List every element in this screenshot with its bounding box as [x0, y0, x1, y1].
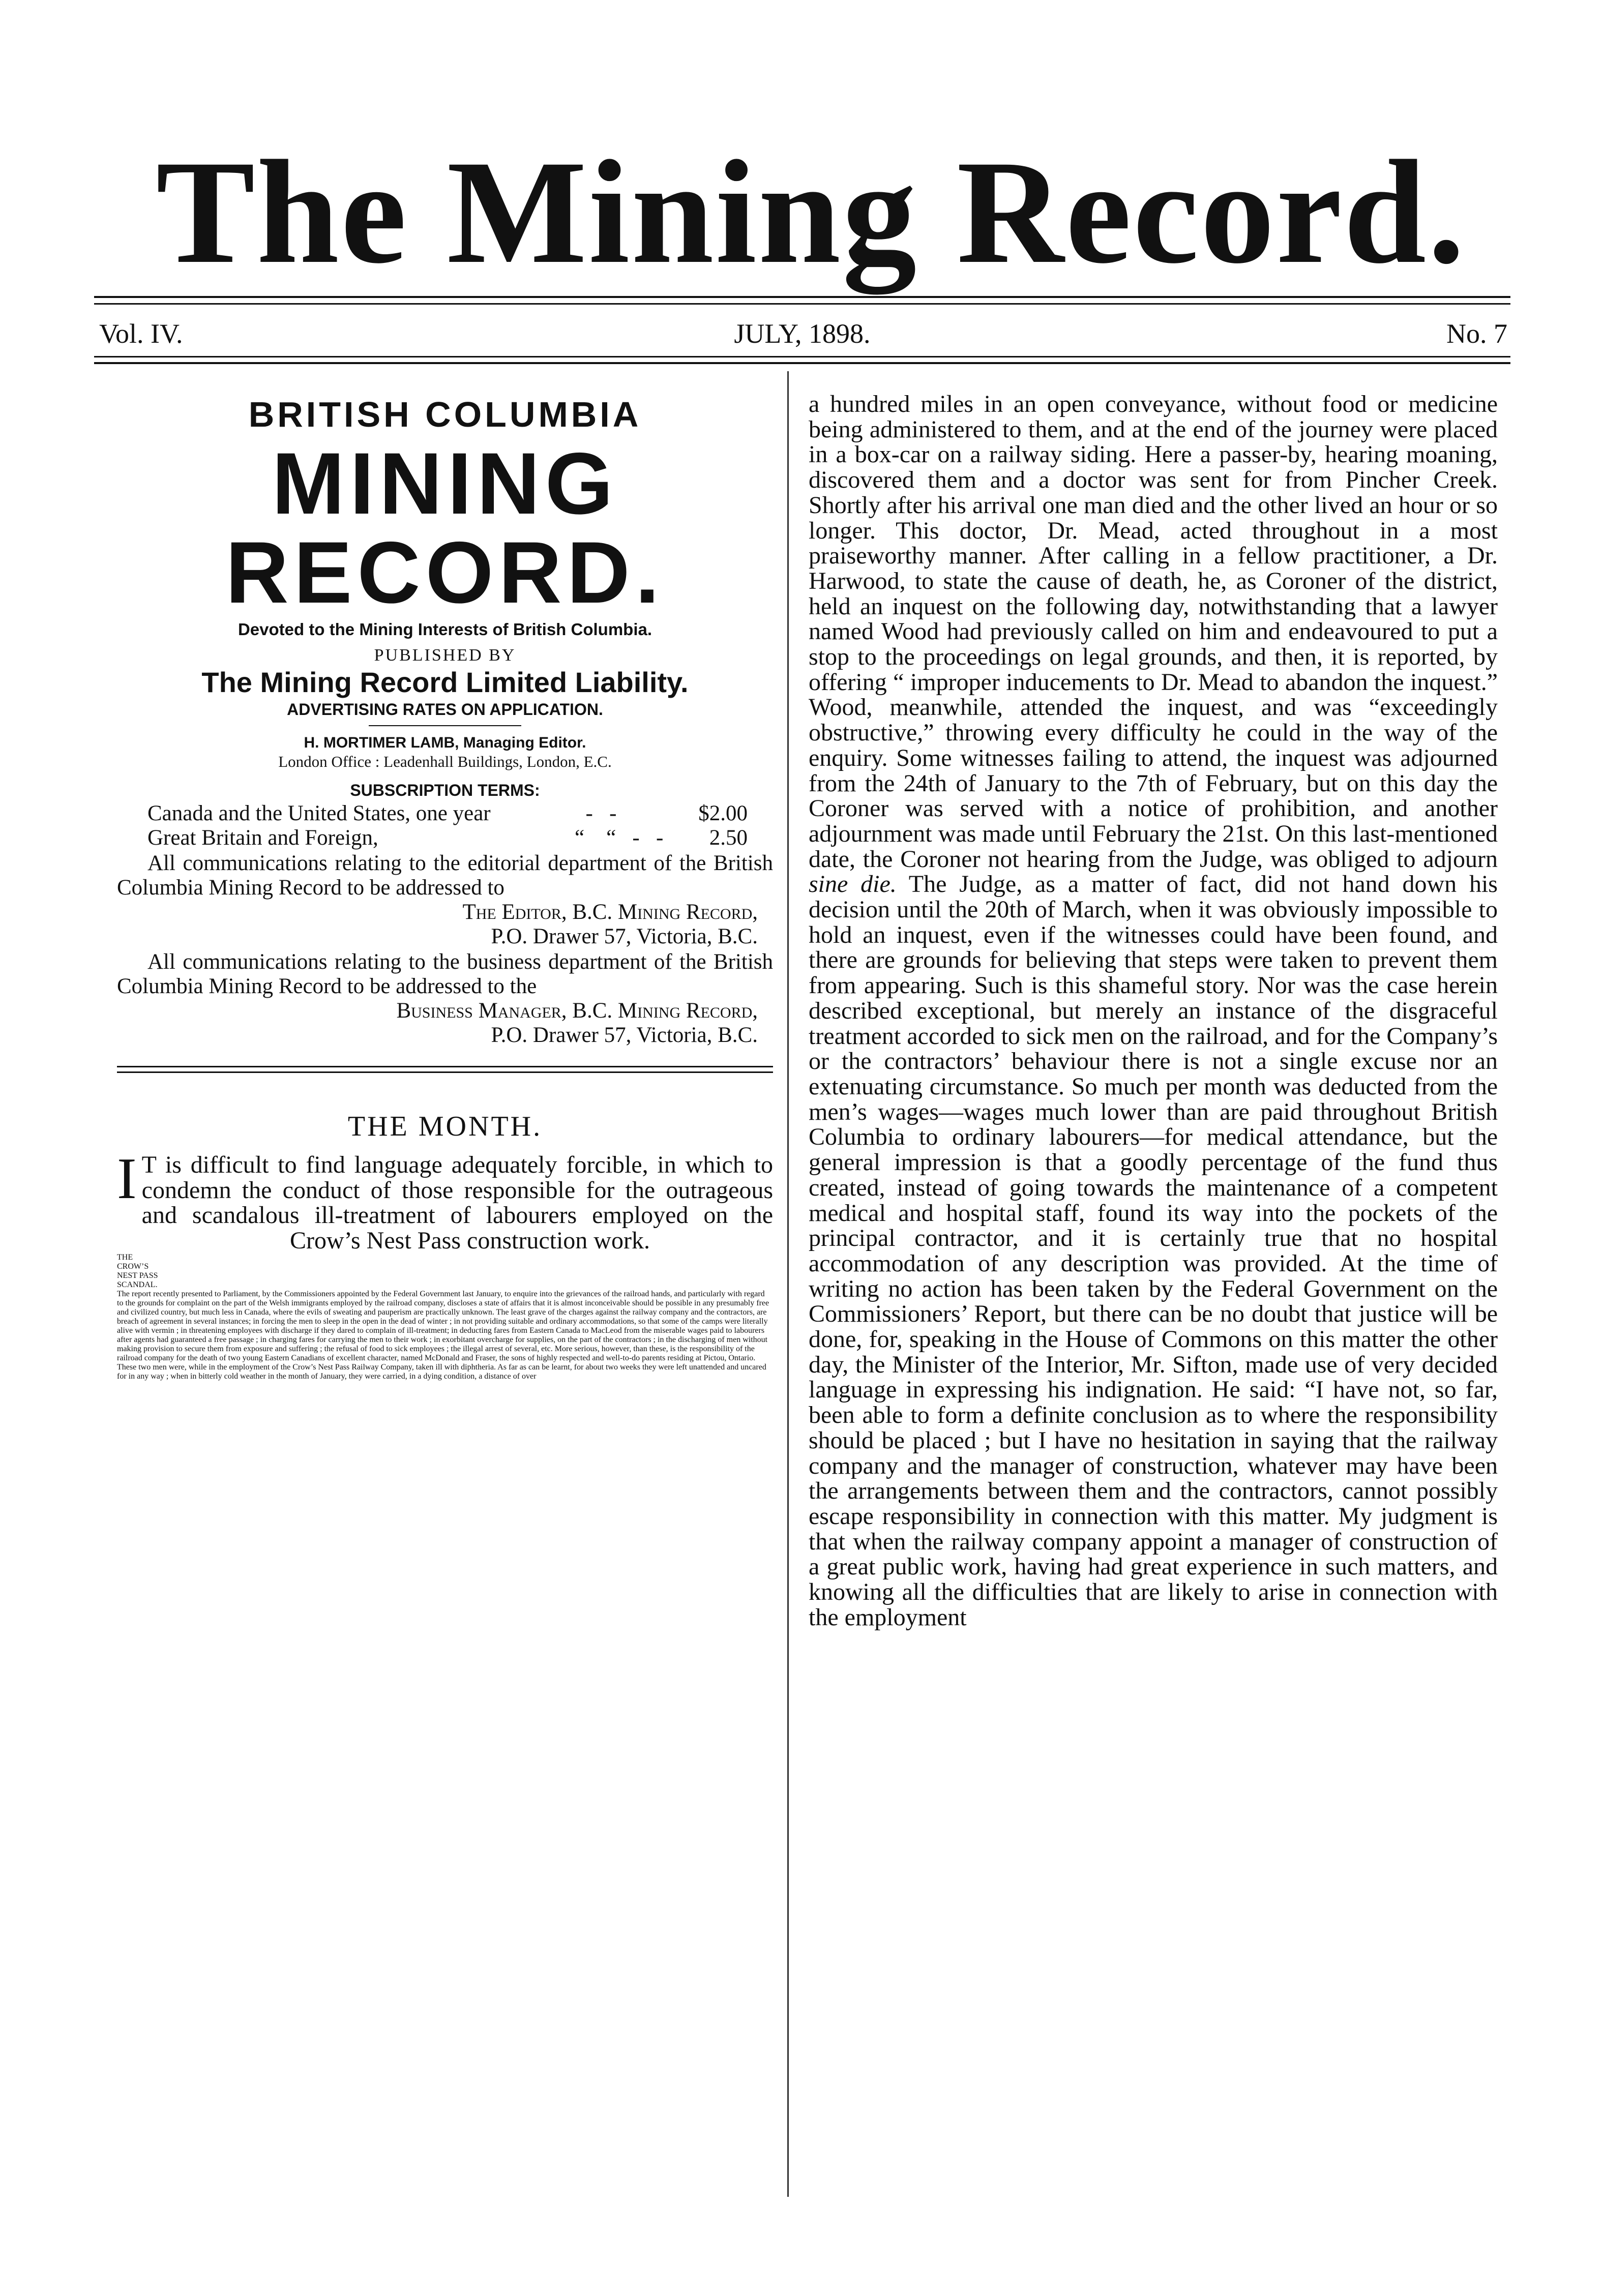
right-column	[809, 392, 1498, 1630]
margin-note-line: CROW’S	[117, 1262, 149, 1271]
subscription-row	[117, 801, 773, 826]
issue-rule-inner	[94, 356, 1510, 357]
business-contact-note: All communications relating to the business department of the British Columbia Mining Record to be addressed to the	[117, 950, 773, 998]
column-divider	[787, 371, 789, 2197]
masthead-rule-top	[94, 296, 1510, 298]
section-rule	[117, 1066, 773, 1067]
issue-volume: Vol. IV.	[99, 318, 183, 349]
article-body-left	[117, 1146, 773, 1254]
section-heading: THE MONTH.	[347, 1111, 543, 1142]
article-continuation: The report recently presented to Parliament, by the Commissioners appointed by the Federal Government last January, to enquire into the grievances of the railroad hands, and particularly with regard to the grounds for complaint on the part of the Welsh immigrants employed by the railroad company, discloses a state of affairs that it is almost inconceivable should be possible in any presumably free and civilized country, but much less in Canada, where the evils of sweating and pauperism are practically unknown. The least grave of the charges against the railway company and the contractors, are breach of agreement in several instances; in forcing the men to sleep in the open in the dead of winter ; in not providing suitable and ordinary accommodations, so that some of the camps were literally alive with vermin ; in threatening employees with discharge if they dared to complain of ill-treatment; in deducting fares from Eastern Canada to MacLeod from the miserable wages paid to labourers after agents had guaranteed a free passage ; in charging fares for carrying the men to their work ; in exorbitant overcharge for supplies, on the part of the contractors ; in the discharging of men without making provision to secure them from exposure and suffering ; the refusal of food to sick employees ; the illegal arrest of several, etc. More serious, however, than these, is the responsibility of the railroad company for the death of two young Eastern Canadians of excellent character, named McDonald and Fraser, the sons of highly respected and well-to-do parents residing at Pictou, Ontario. These two men were, while in the employment of the Crow’s Nest Pass Railway Company, taken ill with diphtheria. As far as can be learnt, for about two weeks they were left unattended and uncared for in any way ; when in bitterly cold weather in the month of January, they were carried, in a dying condition, a distance of over	[117, 1290, 769, 1381]
publication-box	[117, 392, 773, 801]
left-column	[117, 392, 773, 1389]
article-italic-phrase: sine die.	[809, 871, 897, 898]
short-divider	[369, 725, 521, 726]
publication-title: MINING RECORD.	[225, 435, 665, 621]
subscription-leader: - -	[575, 801, 628, 825]
issue-rule-bottom	[94, 362, 1510, 364]
article-text: a hundred miles in an open conveyance, without food or medicine being administered to them, and at the end of the journey were placed in a box-car on a railway siding. Here a passer-by, hearing moaning, discovered them and a doctor was sent for from Pincher Creek. Shortly after his arrival one man died and the other lived an hour or so longer. This doctor, Dr. Mead, acted throughout in a most praiseworthy manner. After calling in a fellow practitioner, a Dr. Harwood, to state the cause of death, he, as Coroner of the district, held an inquest on the following day, notwithstanding that a lawyer named Wood had previously called on him and endeavoured to put a stop to the proceedings on legal grounds, and then, it is reported, by offering “ improper inducements to Dr. Mead to abandon the inquest.” Wood, meanwhile, attended the inquest, and was “exceedingly obstructive,” throwing every difficulty he could in the way of the enquiry. Some witnesses failing to attend, the inquest was adjourned from the 24th of January to the 7th of February, but on this day the Coroner was served with a notice of prohibition, and another adjournment was made until February the 21st. On this last-mentioned date, the Coroner not hearing from the Judge, was obliged to adjourn	[809, 391, 1498, 873]
editor-credit: H. MORTIMER LAMB, Managing Editor.	[304, 734, 586, 751]
subscription-heading: SUBSCRIPTION TERMS:	[350, 781, 540, 799]
publication-motto: Devoted to the Mining Interests of British Columbia.	[238, 620, 652, 639]
subscription-row	[117, 826, 773, 850]
business-contact-address: Business Manager, B.C. Mining Record,	[396, 999, 758, 1023]
published-by-label: PUBLISHED BY	[374, 646, 516, 665]
masthead-title: The Mining Record.	[156, 130, 1467, 294]
subscription-price: 2.50	[709, 826, 748, 850]
article-body-right	[809, 392, 1498, 1630]
issue-number: No. 7	[1446, 318, 1507, 349]
editorial-contact-note: All communications relating to the editorial department of the British Columbia Mining Record to be addressed to	[117, 851, 773, 900]
editorial-contact-address: The Editor, B.C. Mining Record,	[462, 900, 758, 924]
margin-note-line: NEST PASS	[117, 1271, 158, 1280]
issue-line	[94, 315, 1510, 352]
masthead-rule-top-inner	[94, 303, 1510, 305]
masthead	[94, 130, 1528, 294]
subscription-price: $2.00	[698, 801, 748, 825]
publisher-name: The Mining Record Limited Liability.	[201, 666, 689, 698]
publication-pre-title: BRITISH COLUMBIA	[248, 395, 642, 434]
advertising-note: ADVERTISING RATES ON APPLICATION.	[287, 700, 603, 719]
article-opening: T is difficult to find language adequately forcible, in which to condemn the conduct of those responsible for the outrageous and scandalous ill-treatment of labourers employed on the Crow’s Nest Pass construction work.	[141, 1151, 773, 1254]
business-contact-drawer: P.O. Drawer 57, Victoria, B.C.	[491, 1023, 758, 1047]
margin-note-line: THE	[117, 1253, 133, 1262]
subscription-label: Great Britain and Foreign,	[147, 826, 378, 850]
subscription-leader: “ “ - -	[575, 826, 664, 850]
london-office: London Office : Leadenhall Buildings, London, E.C.	[278, 753, 612, 770]
margin-note-line: SCANDAL.	[117, 1280, 158, 1290]
editorial-contact-drawer: P.O. Drawer 57, Victoria, B.C.	[491, 925, 758, 948]
subscription-label: Canada and the United States, one year	[147, 801, 491, 825]
drop-cap: I	[117, 1146, 137, 1211]
article-text: The Judge, as a matter of fact, did not hand down his decision until the 20th of March, when it was obviously impossible to hold an inquest, even if the witnesses could have been found, and there are grounds for believing that steps were taken to prevent them from appearing. Such is this shameful story. Nor was the case herein described exceptional, but merely an instance of the disgraceful treatment accorded to sick men on the railroad, and for the Company’s or the contractors’ behaviour there is not a single excuse nor an extenuating circumstance. So much per month was deducted from the men’s wages—wages much lower than are paid throughout British Columbia to ordinary labourers—for medical attendance, but the general impression is that a goodly percentage of the fund thus created, instead of going towards the maintenance of a competent medical and hospital staff, found its way into the pockets of the principal contractor, and it is certainly true that no hospital accommodation of any description was provided. At the time of writing no action has been taken by the Federal Government on the Commissioners’ Report, but there can be no doubt that justice will be done, for, speaking in the House of Commons on this matter the other day, the Minister of the Interior, Mr. Sifton, made use of very decided language in expressing his indignation. He said: “I have not, so far, been able to form a definite conclusion as to where the responsibility should be placed ; but I have no hesitation in saying that the railway company and the manager of construction, whatever may have been the arrangements between them and the contractors, cannot possibly escape responsibility in connection with this matter. My judgment is that when the railway company appoint a manager of construction of a great public work, having had great experience in such matters, and knowing all the difficulties that are likely to arise in connection with the employment	[809, 871, 1498, 1631]
issue-date: JULY, 1898.	[734, 318, 871, 349]
section-rule-inner	[117, 1071, 773, 1073]
